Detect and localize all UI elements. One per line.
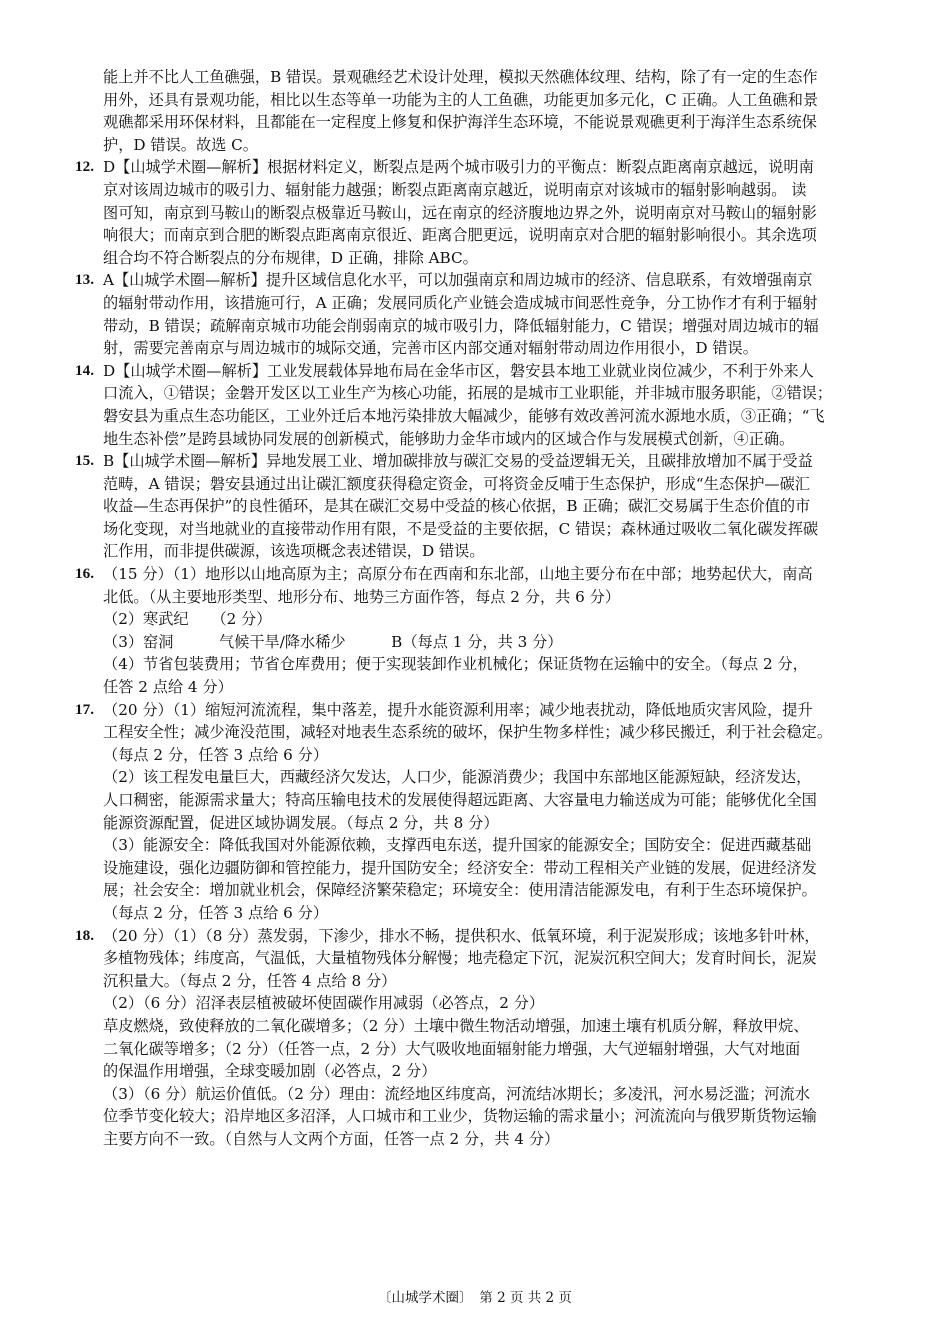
text-line: 任答 2 点给 4 分） [103, 678, 233, 697]
text-line: （3）窑洞 气候干旱/降水稀少 B（每点 1 分，共 3 分） [103, 632, 563, 651]
text-line: B【山城学术圈—解析】异地发展工业、增加碳排放与碳汇交易的受益逻辑无关，且碳排放增加不属于受益 [103, 452, 813, 471]
answer-item-14 [75, 360, 885, 450]
text-line: 京对该周边城市的吸引力、辐射能力越强；断裂点距离南京越近，说明南京对该城市的辐射影响越弱。 读 [103, 180, 807, 199]
text-line: （20 分）（1）（8 分）蒸发弱，下渗少，排水不畅，提供积水、低氧环境，利于泥炭形成；该地多针叶林， [103, 926, 820, 945]
text-line: （20 分）（1）缩短河流流程，集中落差，提升水能资源利用率；减少地表扰动，降低地质灾害风险，提升 [103, 700, 813, 719]
text-line: （每点 2 分，任答 3 点给 6 分） [103, 903, 329, 922]
text-line: （2）该工程发电量巨大，西藏经济欠发达，人口少，能源消费少；我国中东部地区能源短缺，经济发达， [103, 768, 812, 787]
text-line: （4）节省包装费用；节省仓库费用；便于实现装卸作业机械化；保证货物在运输中的安全。（每点 2 分， [103, 655, 808, 674]
text-line: （2）（6 分）沼泽表层植被破坏使固碳作用减弱（必答点，2 分） [103, 994, 545, 1013]
text-line: 草皮燃烧，致使释放的二氧化碳增多；（2 分）土壤中微生物活动增强，加速土壤有机质分解，释放甲烷、 [103, 1016, 809, 1035]
answer-item-18 [75, 925, 885, 1151]
text-line: 二氧化碳等增多；（2 分）（任答一点，2 分）大气吸收地面辐射能力增强，大气逆辐射增强，大气对地面 [103, 1039, 801, 1058]
question-number: 12. [75, 158, 94, 176]
text-line: （2）寒武纪 （2 分） [103, 610, 272, 629]
text-line: 北低。（从主要地形类型、地形分布、地势三方面作答，每点 2 分，共 6 分） [103, 587, 621, 606]
page-footer: 〔山城学术圈〕 第 2 页 共 2 页 [378, 1290, 572, 1306]
text-line: 的保温作用增强，全球变暖加剧（必答点，2 分） [103, 1062, 437, 1081]
answer-item-16 [75, 563, 885, 699]
text-line: 组合均不符合断裂点的分布规律，D 正确，排除 ABC。 [103, 248, 478, 267]
text-line: 射，需要完善南京与周边城市的城际交通，完善市区内部交通对辐射带动周边作用很小，D 错误。 [103, 339, 758, 358]
text-line: 观礁都采用环保材料，且都能在一定程度上修复和保护海洋生态环境，不能说景观礁更利于海洋生态系统保 [103, 113, 817, 132]
text-line: 位季节变化较大；沿岸地区多沼泽，人口城市和工业少，货物运输的需求量小；河流流向与俄罗斯货物运输 [103, 1107, 817, 1126]
text-line: 响很大；而南京到合肥的断裂点距离南京很近、距离合肥更远，说明南京对合肥的辐射影响很小。其余选项 [103, 226, 817, 245]
text-line: 人口稠密，能源需求量大；特高压输电技术的发展使得超远距离、大容量电力输送成为可能；能够优化全国 [103, 791, 817, 809]
text-line: 带动，B 错误；疏解南京城市功能会削弱南京的城市吸引力，降低辐射能力，C 错误；增强对周边城市的辐 [103, 316, 819, 335]
text-line: A【山城学术圈—解析】提升区域信息化水平，可以加强南京和周边城市的经济、信息联系，有效增强南京 [103, 271, 813, 290]
text-line: 场化变现，对当地就业的直接带动作用有限，不是受益的主要依据，C 错误；森林通过吸收二氧化碳发挥碳 [103, 519, 819, 538]
text-line: 口流入，①错误；金磐开发区以工业生产为核心功能，拓展的是城市工业职能，并非城市服务职能，②错误； [103, 384, 832, 403]
text-line: 主要方向不一致。（自然与人文两个方面，任答一点 2 分，共 4 分） [103, 1129, 560, 1148]
text-line: D【山城学术圈—解析】根据材料定义，断裂点是两个城市吸引力的平衡点：断裂点距离南京越远，说明南 [103, 158, 814, 177]
question-number: 13. [75, 271, 94, 289]
text-line: 的辐射带动作用，该措施可行，A 正确；发展同质化产业链会造成城市间恶性竞争，分工协作才有利于辐射 [103, 293, 818, 312]
text-line: （每点 2 分，任答 3 点给 6 分） [103, 745, 329, 764]
intro-paragraph [75, 66, 885, 156]
text-line: 多植物残体；纬度高，气温低，大量植物残体分解慢；地壳稳定下沉，泥炭沉积空间大；发育时间长，泥炭 [103, 949, 817, 968]
text-line: 能上并不比人工鱼礁强，B 错误。景观礁经艺术设计处理，模拟天然礁体纹理、结构，除了有一定的生态作 [103, 68, 818, 86]
text-line: D【山城学术圈—解析】工业发展载体异地布局在金华市区，磐安县本地工业就业岗位减少，不利于外来人 [103, 361, 814, 380]
answer-item-15 [75, 450, 885, 563]
text-line: （3）（6 分）航运价值低。（2 分）理由：流经地区纬度高，河流结冰期长；多凌汛，河水易泛滥；河流水 [103, 1084, 810, 1103]
text-line: 能源资源配置，促进区域协调发展。（每点 2 分，共 8 分） [103, 813, 499, 832]
question-number: 18. [75, 926, 94, 944]
text-line: 护，D 错误。故选 C。 [103, 135, 258, 154]
text-line: 范畴，A 错误；磐安县通过出让碳汇额度获得稳定资金，可将资金反哺于生态保护，形成“生态保护—碳汇 [103, 474, 810, 493]
text-line: 图可知，南京到马鞍山的断裂点极靠近马鞍山，远在南京的经济腹地边界之外，说明南京对马鞍山的辐射影 [103, 203, 817, 222]
answer-item-17 [75, 699, 885, 925]
answer-item-12 [75, 156, 885, 269]
question-number: 14. [75, 361, 94, 379]
text-line: 地生态补偿”是跨县域协同发展的创新模式，能够助力金华市域内的区域合作与发展模式创新，④正确。 [103, 429, 795, 448]
answer-item-13 [75, 269, 885, 359]
text-line: 汇作用，而非提供碳源，该选项概念表述错误，D 错误。 [103, 542, 485, 561]
text-line: 展；社会安全：增加就业机会，保障经济繁荣稳定；环境安全：使用清洁能源发电，有利于生态环境保护。 [103, 881, 817, 900]
text-line: 工程安全性；减少淹没范围，减轻对地表生态系统的破坏，保护生物多样性；减少移民搬迁，利于社会稳定。 [103, 723, 832, 742]
answer-content [75, 66, 885, 1151]
text-line: 设施建设，强化边疆防御和管控能力，提升国防安全；经济安全：带动工程相关产业链的发展，促进经济发 [103, 858, 817, 877]
question-number: 17. [75, 700, 94, 718]
text-line: 用外，还具有景观功能，相比以生态等单一功能为主的人工鱼礁，功能更加多元化，C 正确。人工鱼礁和景 [103, 90, 819, 109]
text-line: 磐安县为重点生态功能区，工业外迁后本地污染排放大幅减少，能够有效改善河流水源地水质，③正确；“飞 [103, 406, 825, 425]
text-line: （3）能源安全：降低我国对外能源依赖，支撑西电东送，提升国家的能源安全；国防安全：促进西藏基础 [103, 836, 812, 855]
text-line: 沉积量大。（每点 2 分，任答 4 点给 8 分） [103, 971, 397, 990]
text-line: 收益—生态再保护”的良性循环，是其在碳汇交易中受益的核心依据，B 正确；碳汇交易属于生态价值的市 [103, 497, 811, 516]
text-line: （15 分）（1）地形以山地高原为主；高原分布在西南和东北部，山地主要分布在中部；地势起伏大，南高 [103, 565, 813, 584]
question-number: 15. [75, 452, 94, 470]
question-number: 16. [75, 565, 94, 583]
